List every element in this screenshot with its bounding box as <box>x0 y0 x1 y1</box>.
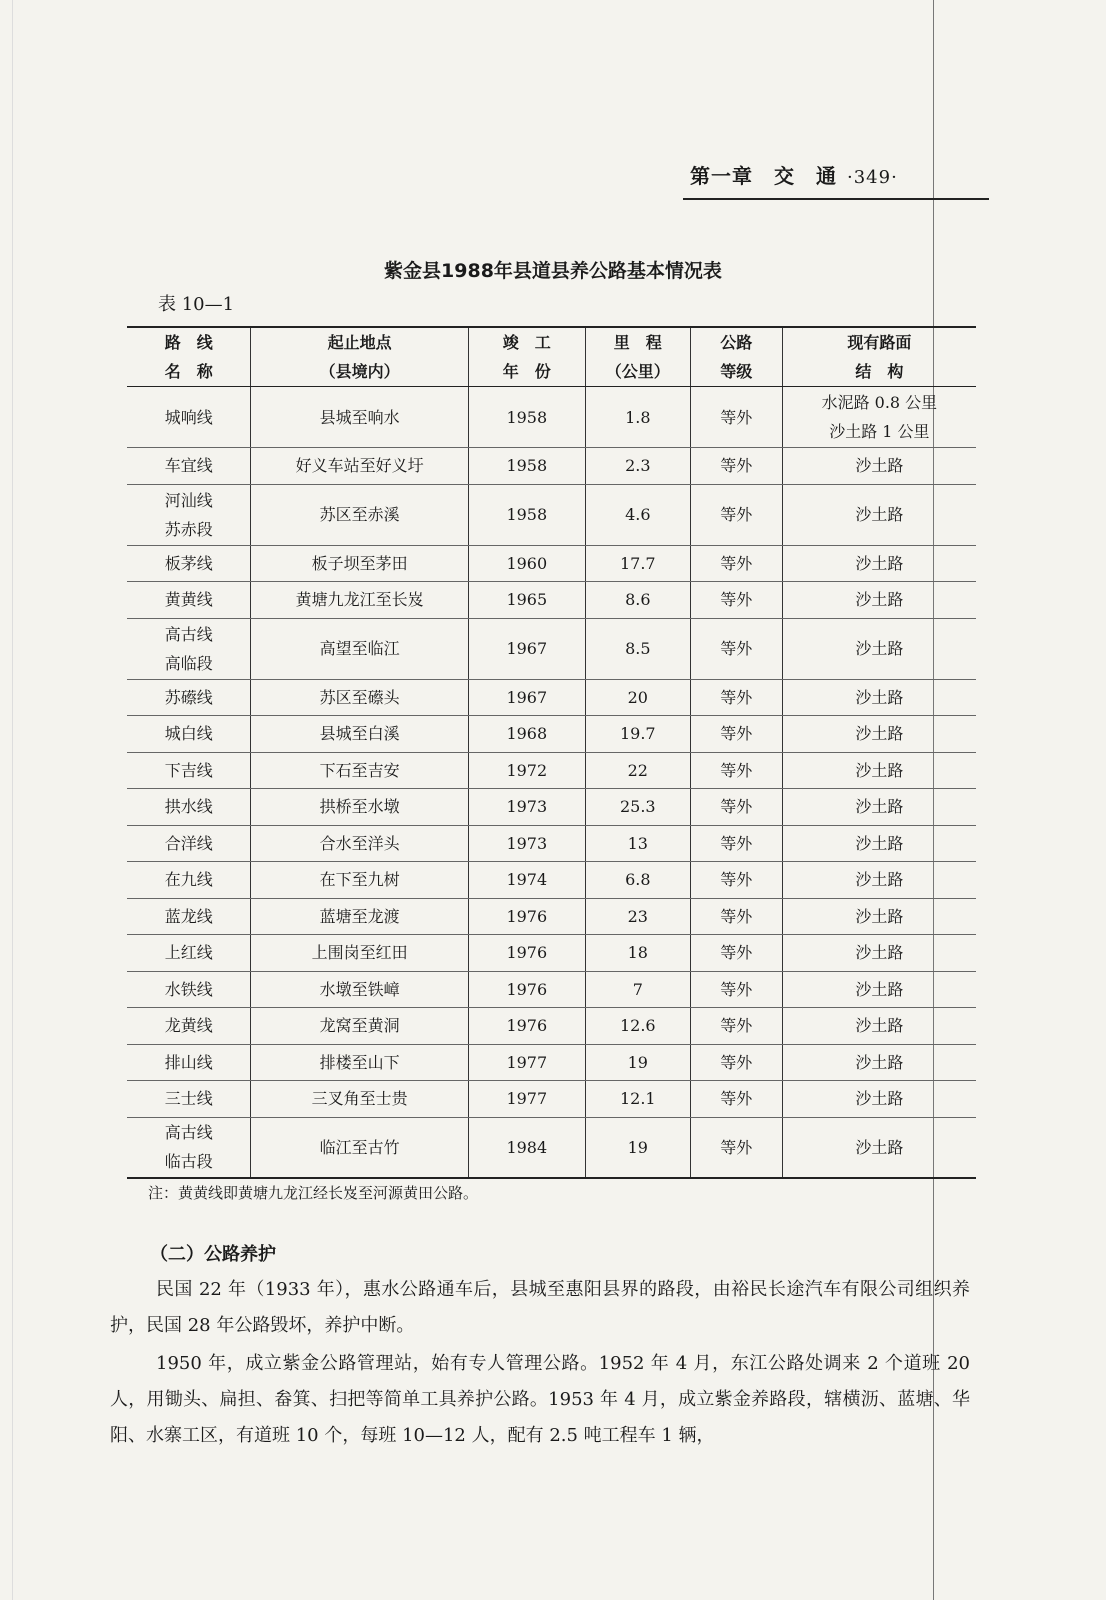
cell-name: 合洋线 <box>127 825 251 862</box>
cell-route: 黄塘九龙江至长岌 <box>251 582 468 619</box>
table-row <box>127 387 976 448</box>
table-row <box>127 862 976 899</box>
cell-km: 6.8 <box>585 862 690 899</box>
table-row <box>127 1044 976 1081</box>
cell-km: 17.7 <box>585 545 690 582</box>
section-heading: （二）公路养护 <box>150 1244 276 1265</box>
cell-km: 12.1 <box>585 1081 690 1118</box>
cell-km: 4.6 <box>585 484 690 545</box>
cell-grade: 等外 <box>690 825 782 862</box>
cell-grade: 等外 <box>690 387 782 448</box>
cell-year: 1977 <box>468 1044 585 1081</box>
cell-surface: 沙土路 <box>782 582 976 619</box>
cell-year: 1967 <box>468 618 585 679</box>
cell-surface: 沙土路 <box>782 1044 976 1081</box>
cell-route: 苏区至礤头 <box>251 679 468 716</box>
chapter-title: 第一章 交 通 <box>690 164 837 188</box>
cell-km: 19.7 <box>585 716 690 753</box>
table-row <box>127 1081 976 1118</box>
table-row <box>127 971 976 1008</box>
cell-year: 1976 <box>468 935 585 972</box>
table-row <box>127 448 976 485</box>
cell-surface: 沙土路 <box>782 1081 976 1118</box>
running-head <box>690 160 990 189</box>
header-rule <box>683 198 989 200</box>
cell-surface: 沙土路 <box>782 789 976 826</box>
cell-route: 高望至临江 <box>251 618 468 679</box>
table-row <box>127 716 976 753</box>
cell-route: 龙窝至黄洞 <box>251 1008 468 1045</box>
cell-surface: 沙土路 <box>782 825 976 862</box>
cell-year: 1973 <box>468 825 585 862</box>
cell-km: 8.6 <box>585 582 690 619</box>
cell-grade: 等外 <box>690 448 782 485</box>
table-title: 紫金县1988年县道县养公路基本情况表 <box>384 260 722 282</box>
cell-surface: 沙土路 <box>782 716 976 753</box>
table-row <box>127 1008 976 1045</box>
cell-year: 1977 <box>468 1081 585 1118</box>
cell-name: 龙黄线 <box>127 1008 251 1045</box>
cell-route: 合水至洋头 <box>251 825 468 862</box>
cell-grade: 等外 <box>690 484 782 545</box>
header-km: 里 程 （公里） <box>585 327 690 387</box>
cell-name: 水铁线 <box>127 971 251 1008</box>
cell-year: 1965 <box>468 582 585 619</box>
cell-grade: 等外 <box>690 618 782 679</box>
cell-km: 1.8 <box>585 387 690 448</box>
cell-name: 高古线 高临段 <box>127 618 251 679</box>
cell-year: 1968 <box>468 716 585 753</box>
cell-name: 在九线 <box>127 862 251 899</box>
cell-year: 1976 <box>468 898 585 935</box>
cell-surface: 沙土路 <box>782 1117 976 1178</box>
header-route: 起止地点 （县境内） <box>251 327 468 387</box>
cell-surface: 沙土路 <box>782 484 976 545</box>
header-name: 路 线 名 称 <box>127 327 251 387</box>
cell-grade: 等外 <box>690 898 782 935</box>
cell-year: 1958 <box>468 484 585 545</box>
cell-surface: 沙土路 <box>782 448 976 485</box>
cell-year: 1958 <box>468 387 585 448</box>
cell-route: 县城至白溪 <box>251 716 468 753</box>
cell-year: 1984 <box>468 1117 585 1178</box>
header-year: 竣 工 年 份 <box>468 327 585 387</box>
table-number: 表 10—1 <box>158 294 235 315</box>
cell-name: 上红线 <box>127 935 251 972</box>
cell-km: 19 <box>585 1044 690 1081</box>
cell-grade: 等外 <box>690 789 782 826</box>
cell-km: 12.6 <box>585 1008 690 1045</box>
cell-route: 水墩至铁嶂 <box>251 971 468 1008</box>
cell-surface: 水泥路 0.8 公里 沙土路 1 公里 <box>782 387 976 448</box>
cell-grade: 等外 <box>690 1081 782 1118</box>
cell-route: 下石至吉安 <box>251 752 468 789</box>
table-row <box>127 679 976 716</box>
cell-surface: 沙土路 <box>782 971 976 1008</box>
cell-name: 黄黄线 <box>127 582 251 619</box>
page-number: ·349· <box>847 167 898 188</box>
cell-grade: 等外 <box>690 679 782 716</box>
cell-name: 排山线 <box>127 1044 251 1081</box>
table-row <box>127 825 976 862</box>
table-row <box>127 935 976 972</box>
header-grade: 公路 等级 <box>690 327 782 387</box>
header-surface: 现有路面 结 构 <box>782 327 976 387</box>
cell-route: 上围岗至红田 <box>251 935 468 972</box>
cell-grade: 等外 <box>690 1008 782 1045</box>
cell-surface: 沙土路 <box>782 679 976 716</box>
cell-name: 城白线 <box>127 716 251 753</box>
cell-km: 22 <box>585 752 690 789</box>
cell-grade: 等外 <box>690 752 782 789</box>
cell-year: 1976 <box>468 971 585 1008</box>
table-row <box>127 484 976 545</box>
cell-name: 蓝龙线 <box>127 898 251 935</box>
cell-surface: 沙土路 <box>782 862 976 899</box>
cell-route: 苏区至赤溪 <box>251 484 468 545</box>
cell-km: 8.5 <box>585 618 690 679</box>
road-table <box>127 326 976 1179</box>
cell-year: 1973 <box>468 789 585 826</box>
cell-name: 苏礤线 <box>127 679 251 716</box>
cell-km: 18 <box>585 935 690 972</box>
cell-surface: 沙土路 <box>782 898 976 935</box>
cell-name: 下吉线 <box>127 752 251 789</box>
cell-surface: 沙土路 <box>782 935 976 972</box>
cell-route: 好义车站至好义圩 <box>251 448 468 485</box>
cell-route: 在下至九树 <box>251 862 468 899</box>
cell-route: 三叉角至士贵 <box>251 1081 468 1118</box>
table-row <box>127 545 976 582</box>
cell-grade: 等外 <box>690 935 782 972</box>
table-header-row <box>127 327 976 387</box>
cell-km: 13 <box>585 825 690 862</box>
table-row <box>127 789 976 826</box>
cell-surface: 沙土路 <box>782 618 976 679</box>
cell-year: 1960 <box>468 545 585 582</box>
paragraph-1: 民国 22 年（1933 年），惠水公路通车后，县城至惠阳县界的路段，由裕民长途汽车有限公司组织养护，民国 28 年公路毁坏，养护中断。 <box>110 1279 970 1336</box>
cell-year: 1958 <box>468 448 585 485</box>
cell-grade: 等外 <box>690 716 782 753</box>
cell-km: 23 <box>585 898 690 935</box>
table-row <box>127 898 976 935</box>
cell-name: 车宜线 <box>127 448 251 485</box>
table-note: 注：黄黄线即黄塘九龙江经长岌至河源黄田公路。 <box>148 1184 479 1202</box>
cell-grade: 等外 <box>690 1044 782 1081</box>
cell-grade: 等外 <box>690 545 782 582</box>
cell-year: 1972 <box>468 752 585 789</box>
cell-route: 县城至响水 <box>251 387 468 448</box>
table-body <box>127 387 976 1179</box>
cell-name: 高古线 临古段 <box>127 1117 251 1178</box>
cell-name: 板茅线 <box>127 545 251 582</box>
cell-year: 1967 <box>468 679 585 716</box>
cell-year: 1976 <box>468 1008 585 1045</box>
paragraph-2: 1950 年，成立紫金公路管理站，始有专人管理公路。1952 年 4 月，东江公路处调来 2 个道班 20 人，用锄头、扁担、畚箕、扫把等简单工具养护公路。1953 年 4 月，成立紫金养路段，辖横沥、蓝塘、华阳、水寨工区，有道班 10 个，每班 10—12 人，配有 2.5 吨工程车 1 辆， <box>110 1353 970 1446</box>
cell-name: 河汕线 苏赤段 <box>127 484 251 545</box>
cell-km: 20 <box>585 679 690 716</box>
cell-grade: 等外 <box>690 582 782 619</box>
cell-name: 城响线 <box>127 387 251 448</box>
table-row <box>127 618 976 679</box>
cell-year: 1974 <box>468 862 585 899</box>
cell-grade: 等外 <box>690 862 782 899</box>
table-row <box>127 582 976 619</box>
cell-route: 蓝塘至龙渡 <box>251 898 468 935</box>
cell-name: 三士线 <box>127 1081 251 1118</box>
cell-name: 拱水线 <box>127 789 251 826</box>
table-row <box>127 1117 976 1178</box>
cell-km: 19 <box>585 1117 690 1178</box>
cell-km: 2.3 <box>585 448 690 485</box>
cell-route: 板子坝至茅田 <box>251 545 468 582</box>
cell-route: 拱桥至水墩 <box>251 789 468 826</box>
cell-grade: 等外 <box>690 971 782 1008</box>
cell-surface: 沙土路 <box>782 545 976 582</box>
cell-route: 临江至古竹 <box>251 1117 468 1178</box>
scan-edge-line <box>12 0 13 1600</box>
cell-surface: 沙土路 <box>782 752 976 789</box>
table-row <box>127 752 976 789</box>
cell-route: 排楼至山下 <box>251 1044 468 1081</box>
cell-km: 25.3 <box>585 789 690 826</box>
cell-grade: 等外 <box>690 1117 782 1178</box>
cell-km: 7 <box>585 971 690 1008</box>
cell-surface: 沙土路 <box>782 1008 976 1045</box>
